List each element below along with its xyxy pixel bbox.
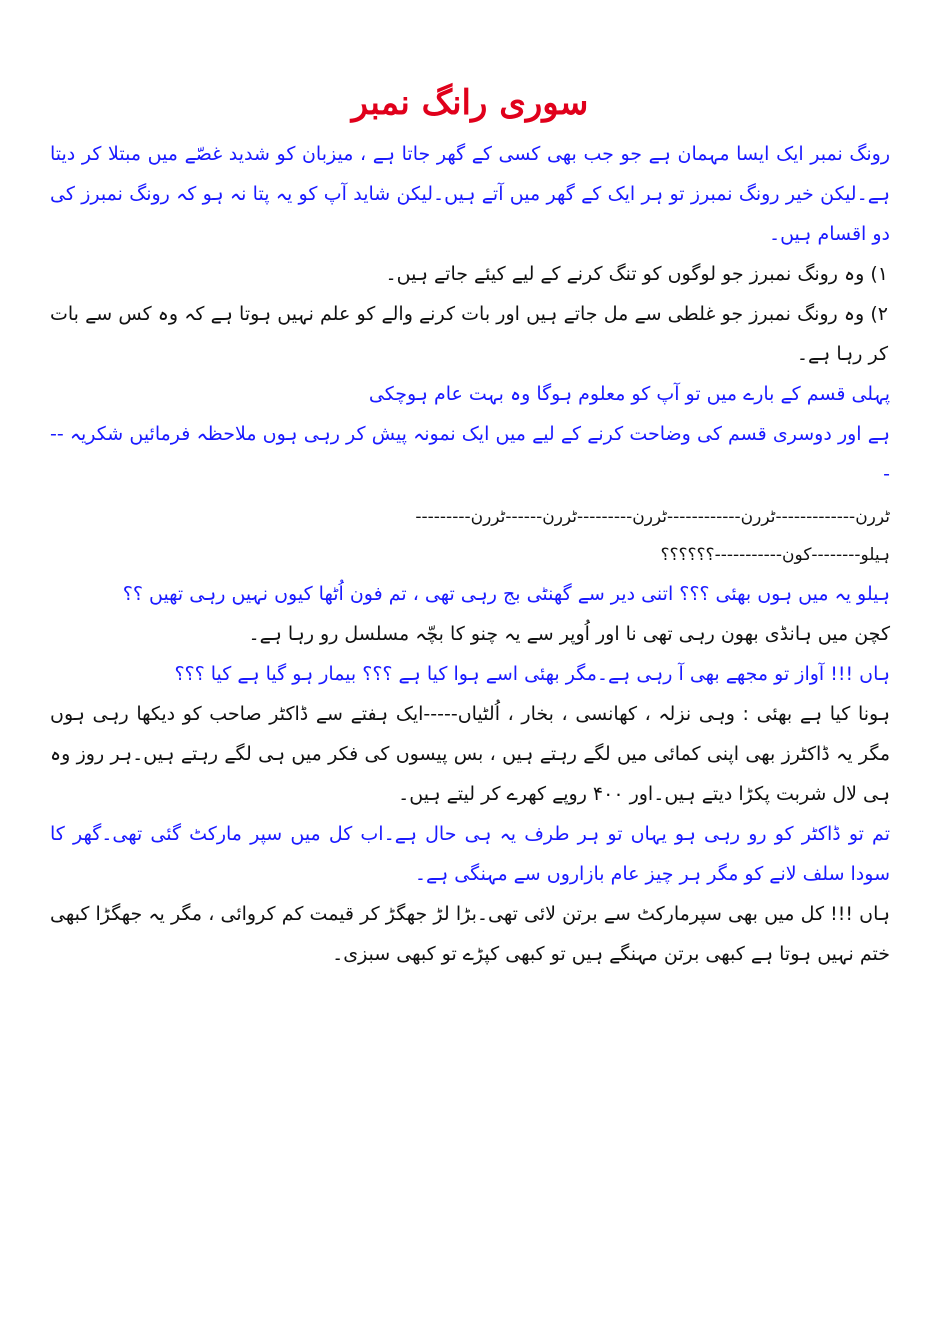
dialogue-5: تم تو ڈاکٹر کو رو رہی ہو یہاں تو ہر طرف یہ ہی حال ہے۔اب کل میں سپر مارکٹ گئی تھی۔گھر کا سودا سلف لانے کو مگر ہر چیز عام بازاروں سے مہنگی ہے۔ <box>50 823 890 885</box>
second-type-paragraph: ہے اور دوسری قسم کی وضاحت کرنے کے لیے میں ایک نمونہ پیش کر رہی ہوں ملاحظہ فرمائیں شکریہ --- <box>50 423 890 485</box>
dialogue-2: کچن میں ہانڈی بھون رہی تھی نا اور اُوپر سے یہ چنو کا بچّہ مسلسل رو رہا ہے۔ <box>248 623 890 645</box>
first-type-line: پہلی قسم کے بارے میں تو آپ کو معلوم ہوگا وہ بہت عام ہوچکی <box>368 383 890 405</box>
phone-ring-line: ٹررن-------------ٹررن------------ٹررن---------ٹررن------ٹررن--------- <box>415 507 890 527</box>
dialogue-4: ہونا کیا ہے بھئی : وہی نزلہ ، کھانسی ، بخار ، اُلٹیاں-----ایک ہفتے سے ڈاکٹر صاحب کو دیکھا رہی ہوں مگر یہ ڈاکٹرز بھی اپنی کمائی میں لگے رہتے ہیں ، بس پیسوں کی فکر میں ہی لگے رہتے ہیں۔ہر روز وہ ہی لال شربت پکڑا دیتے ہیں۔اور ۴۰۰ روپے کھرے کر لیتے ہیں۔ <box>50 703 890 805</box>
dialogue-1: ہیلو یہ میں ہوں بھئی ؟؟؟ اتنی دیر سے گھنٹی بج رہی تھی ، تم فون اُٹھا کیوں نہیں رہی تھیں ؟؟ <box>122 583 890 605</box>
dialogue-3: ہاں !!! آواز تو مجھے بھی آ رہی ہے۔مگر بھئی اسے ہوا کیا ہے ؟؟؟ بیمار ہو گیا ہے کیا ؟؟؟ <box>174 663 890 685</box>
list-item-2: ۲) وہ رونگ نمبرز جو غلطی سے مل جاتے ہیں اور بات کرنے والے کو علم نہیں ہوتا ہے کہ وہ کس سے بات کر رہا ہے۔ <box>50 303 888 365</box>
document-page <box>50 78 890 974</box>
list-item-1: ۱) وہ رونگ نمبرز جو لوگوں کو تنگ کرنے کے لیے کیئے جاتے ہیں۔ <box>385 263 888 285</box>
intro-paragraph: رونگ نمبر ایک ایسا مہمان ہے جو جب بھی کسی کے گھر جاتا ہے ، میزبان کو شدید غصّے میں مبتلا کر دیتا ہے۔لیکن خیر رونگ نمبرز تو ہر ایک کے گھر میں آتے ہیں۔لیکن شاید آپ کو یہ پتا نہ ہو کہ رونگ نمبرز کی دو اقسام ہیں۔ <box>50 143 890 245</box>
page-title: سوری رانگ نمبر <box>351 83 589 123</box>
dialogue-6: ہاں !!! کل میں بھی سپرمارکٹ سے برتن لائی تھی۔بڑا لڑ جھگڑ کر قیمت کم کروائی ، مگر یہ جھگڑا کبھی ختم نہیں ہوتا ہے کبھی برتن مہنگے ہیں تو کبھی کپڑے تو کبھی سبزی۔ <box>50 903 890 965</box>
hello-who-line: ہیلو--------کون-----------؟؟؟؟؟؟ <box>660 545 890 565</box>
